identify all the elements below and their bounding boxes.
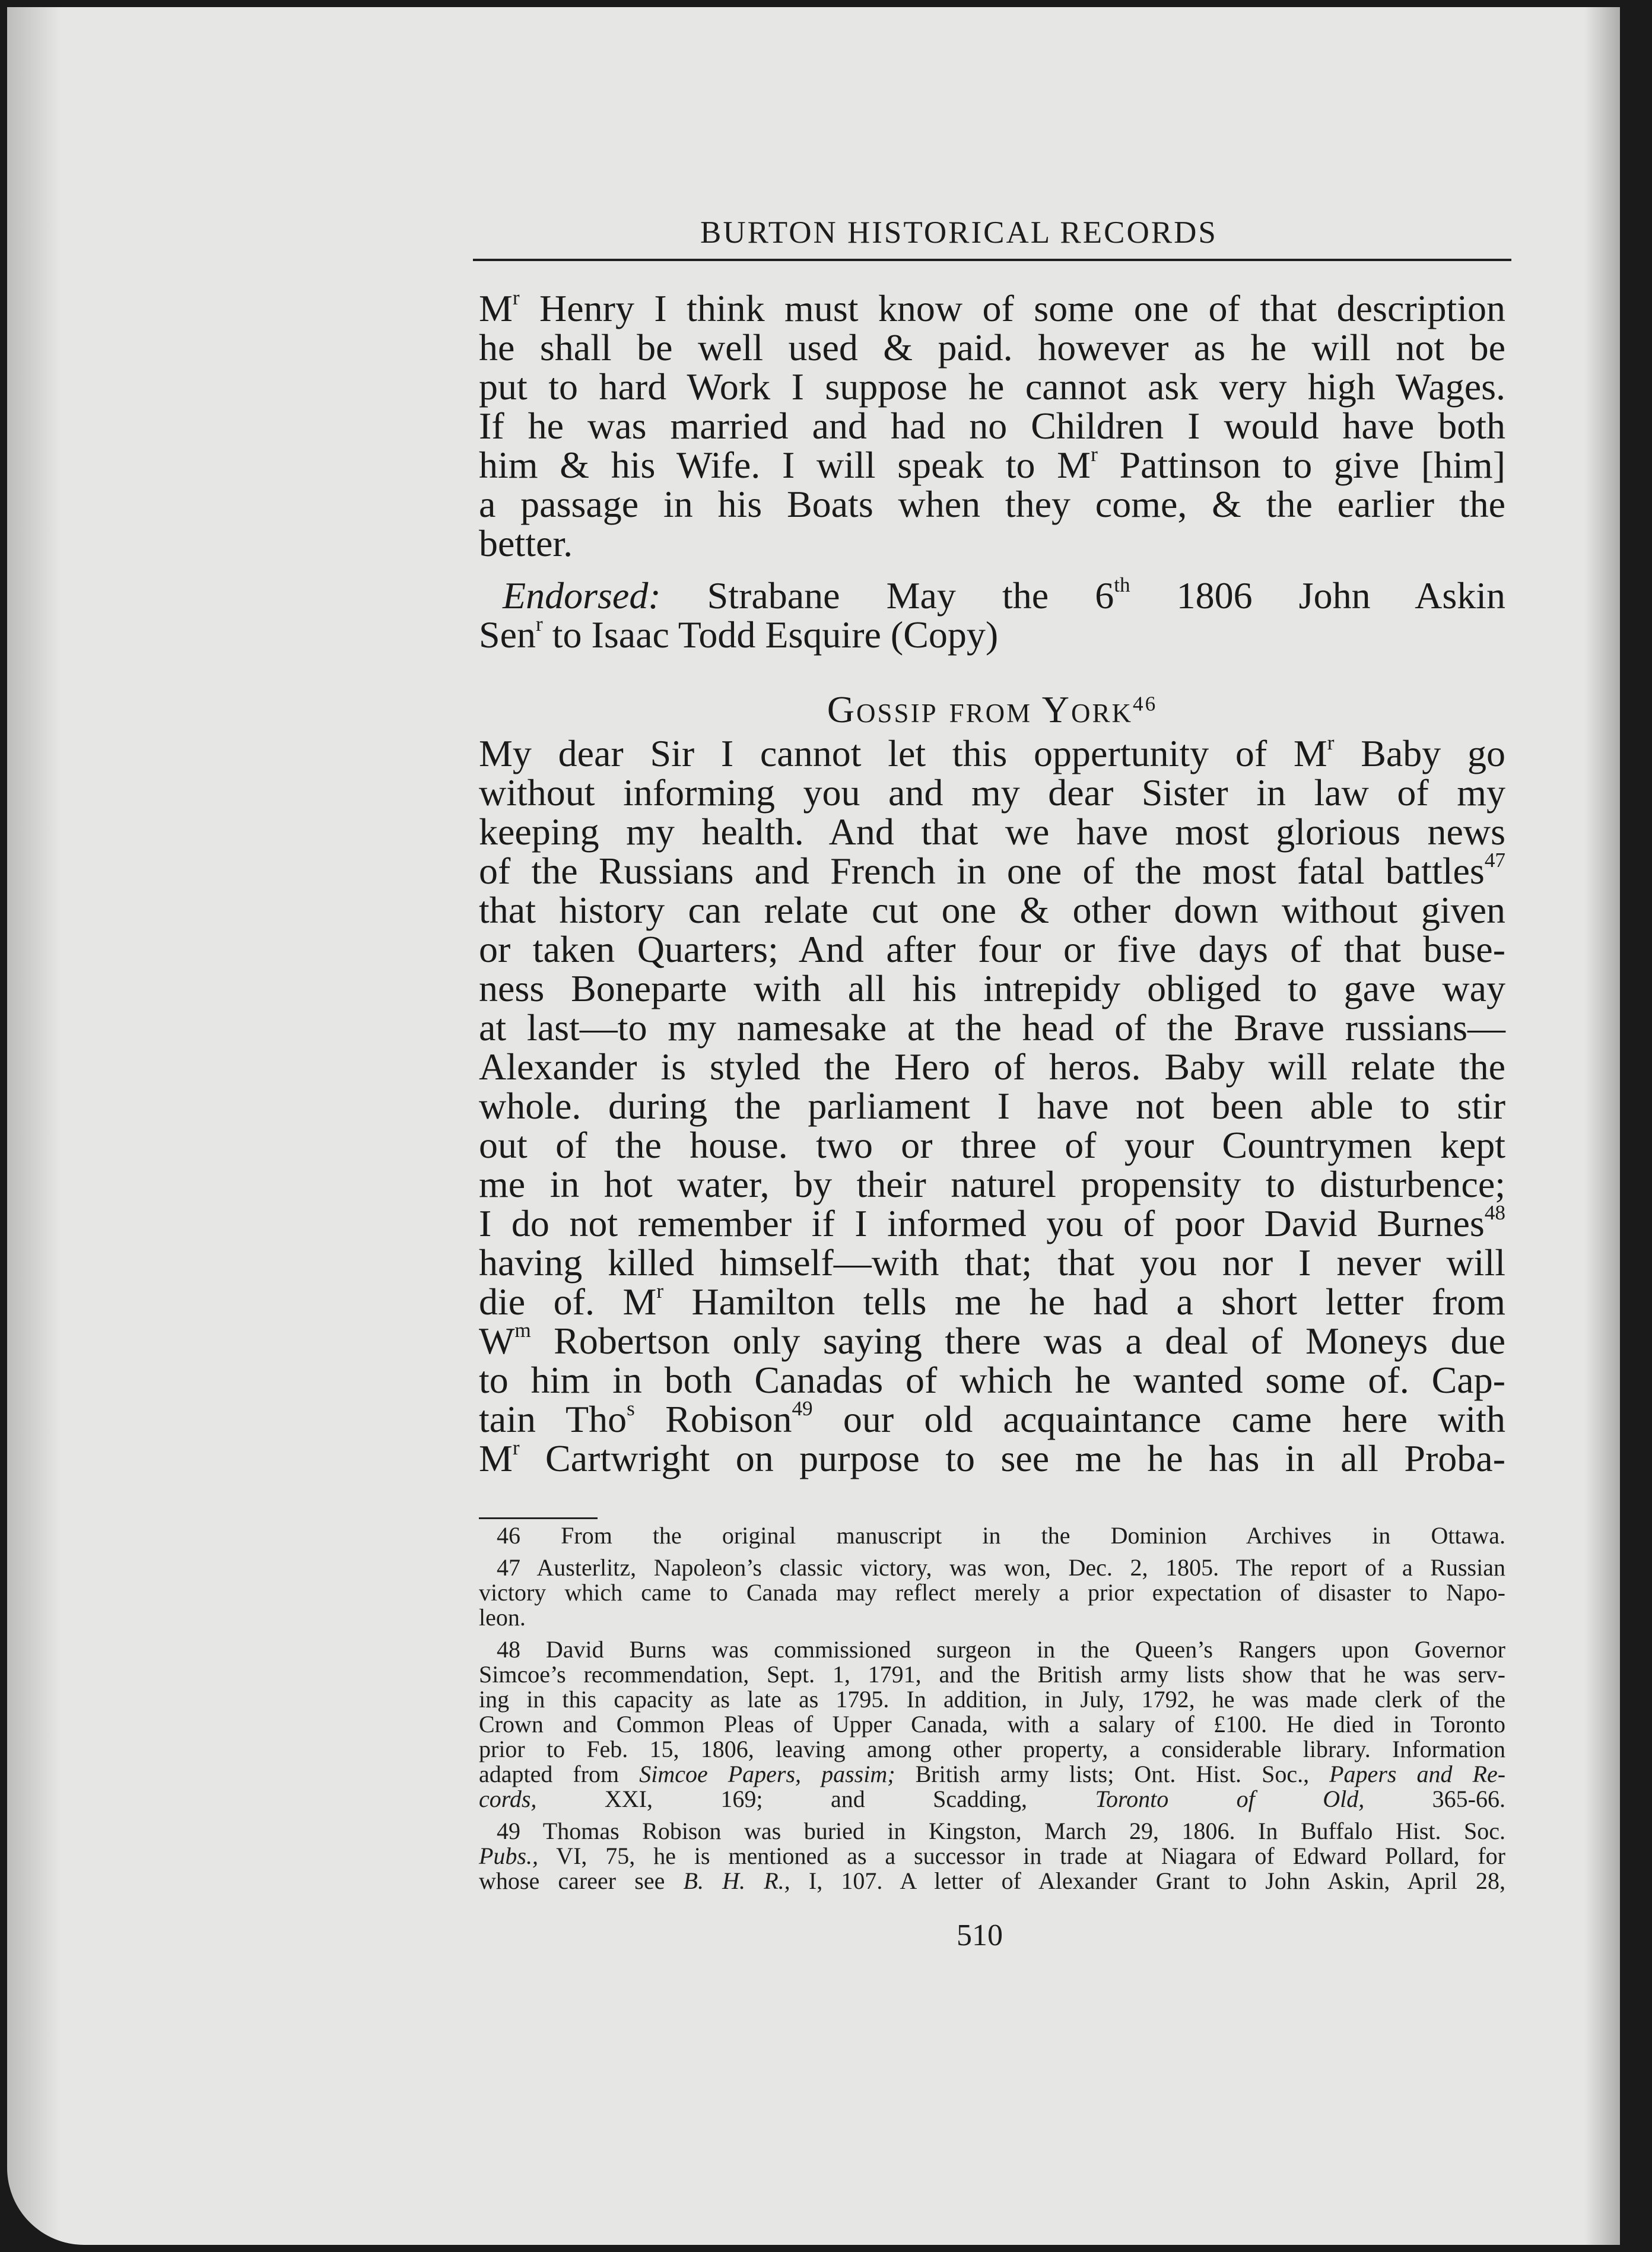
text-line: him & his Wife. I will speak to $M^r$ Pattinson to give [him]	[479, 442, 1506, 486]
footnote-line: 47 Austerlitz, Napoleon’s classic victory, was won, Dec. 2, 1805. The report of a Russian	[497, 1554, 1505, 1581]
footnote-ref: 46	[1133, 692, 1158, 716]
text-line: Sen$^r$ to Isaac Todd Esquire (Copy)	[479, 612, 999, 656]
text-line: $W^m$ Robertson only saying there was a deal of Moneys due	[479, 1318, 1505, 1362]
footnotes	[479, 1523, 1505, 1901]
text-line: $M^r$ Henry I think must know of some one of that description	[479, 285, 1505, 329]
footnote-line: ing in this capacity as late as 1795. In addition, in July, 1792, he was made clerk of the	[479, 1686, 1505, 1713]
footnote-ref: 47	[1484, 848, 1505, 872]
footnote-line: 48 David Burns was commissioned surgeon in the Queen’s Rangers upon Governor	[497, 1636, 1505, 1663]
text-line: to him in both Canadas of which he wanted some of. Cap-	[479, 1359, 1505, 1401]
text-line: $M^r$ Cartwright on purpose to see me he has in all Proba-	[479, 1435, 1505, 1479]
footnote-line: victory which came to Canada may reflect merely a prior expectation of disaster to Napo-	[479, 1579, 1505, 1606]
text-line: Alexander is styled the Hero of heros. Baby will relate the	[479, 1046, 1505, 1088]
text-line: having killed himself—with that; that you nor I never will	[479, 1241, 1505, 1284]
endorsement	[479, 573, 1506, 656]
page-edge-shadow-right	[1584, 7, 1620, 2245]
header-rule	[473, 259, 1511, 261]
text-line: at last—to my namesake at the head of the Brave russians—	[479, 1006, 1505, 1049]
footnote-line: 46 From the original manuscript in the Dominion Archives in Ottawa.	[497, 1522, 1505, 1549]
text-line: that history can relate cut one & other down without given	[479, 889, 1505, 931]
text-line: tain Tho$^s$ Robison$^{49}$ our old acquaintance came here with	[479, 1396, 1506, 1440]
book-page	[7, 7, 1620, 2245]
footnote-rule	[479, 1517, 598, 1519]
text-line: a passage in his Boats when they come, & the earlier the	[479, 483, 1505, 525]
section-title: Gossip from York$^{46}$	[827, 688, 1158, 730]
text-line: put to hard Work I suppose he cannot ask very high Wages.	[479, 366, 1505, 408]
footnote-line: cords, XXI, 169; and Scadding, Toronto of Old, 365-66.	[479, 1786, 1505, 1812]
footnote-line: whose career see B. H. R., I, 107. A letter of Alexander Grant to John Askin, April 28,	[479, 1867, 1506, 1894]
text-line: out of the house. two or three of your Countrymen kept	[479, 1124, 1505, 1166]
footnote-49	[479, 1819, 1505, 1894]
text-line: of the Russians and French in one of the most fatal battles$^{47}$	[479, 848, 1505, 892]
text-line: If he was married and had no Children I would have both	[479, 405, 1505, 447]
footnote-line: Pubs., VI, 75, he is mentioned as a successor in trade at Niagara of Edward Pollard, for	[479, 1843, 1505, 1869]
main-text	[479, 285, 1506, 1479]
running-head: BURTON HISTORICAL RECORDS	[700, 215, 1218, 250]
endorsed-label: Endorsed:	[503, 574, 661, 617]
footnote-47	[479, 1555, 1505, 1630]
footnote-ref: 49	[792, 1396, 813, 1420]
letter-body	[479, 730, 1506, 1479]
footnote-ref: 48	[1484, 1200, 1505, 1224]
text-line: whole. during the parliament I have not been able to stir	[479, 1085, 1505, 1127]
text-line: ness Boneparte with all his intrepidy obliged to gave way	[479, 967, 1505, 1009]
page-edge-shadow-left	[7, 7, 61, 2245]
footnote-line: Simcoe’s recommendation, Sept. 1, 1791, and the British army lists show that he was serv-	[479, 1661, 1505, 1688]
text-line: or taken Quarters; And after four or five days of that buse-	[479, 928, 1505, 970]
footnote-line: 49 Thomas Robison was buried in Kingston, March 29, 1806. In Buffalo Hist. Soc.	[497, 1818, 1505, 1844]
text-line: My dear Sir I cannot let this oppertunity of $M^r$ Baby go	[479, 730, 1506, 774]
footnote-line: leon.	[479, 1604, 526, 1631]
text-line: without informing you and my dear Sister in law of my	[479, 771, 1505, 814]
page-number: 510	[957, 1919, 1003, 1952]
letter-continuation	[479, 285, 1506, 564]
footnote-48	[479, 1637, 1505, 1812]
text-line: better.	[479, 522, 573, 564]
text-line: he shall be well used & paid. however as he will not be	[479, 326, 1505, 369]
text-line: I do not remember if I informed you of poor David Burnes$^{48}$	[479, 1200, 1505, 1244]
text-line: me in hot water, by their naturel propensity to disturbence;	[479, 1163, 1505, 1205]
footnote-line: adapted from Simcoe Papers, passim; British army lists; Ont. Hist. Soc., Papers and Re-	[479, 1761, 1506, 1787]
text-line: Endorsed: Strabane May the 6th 1806 John Askin	[503, 573, 1506, 617]
text-line: die of. $M^r$ Hamilton tells me he had a short letter from	[479, 1279, 1506, 1323]
footnote-46	[479, 1523, 1505, 1548]
footnote-line: Crown and Common Pleas of Upper Canada, with a salary of £100. He died in Toronto	[479, 1711, 1505, 1738]
footnote-line: prior to Feb. 15, 1806, leaving among other property, a considerable library. Information	[479, 1736, 1505, 1762]
text-line: keeping my health. And that we have most glorious news	[479, 811, 1505, 853]
